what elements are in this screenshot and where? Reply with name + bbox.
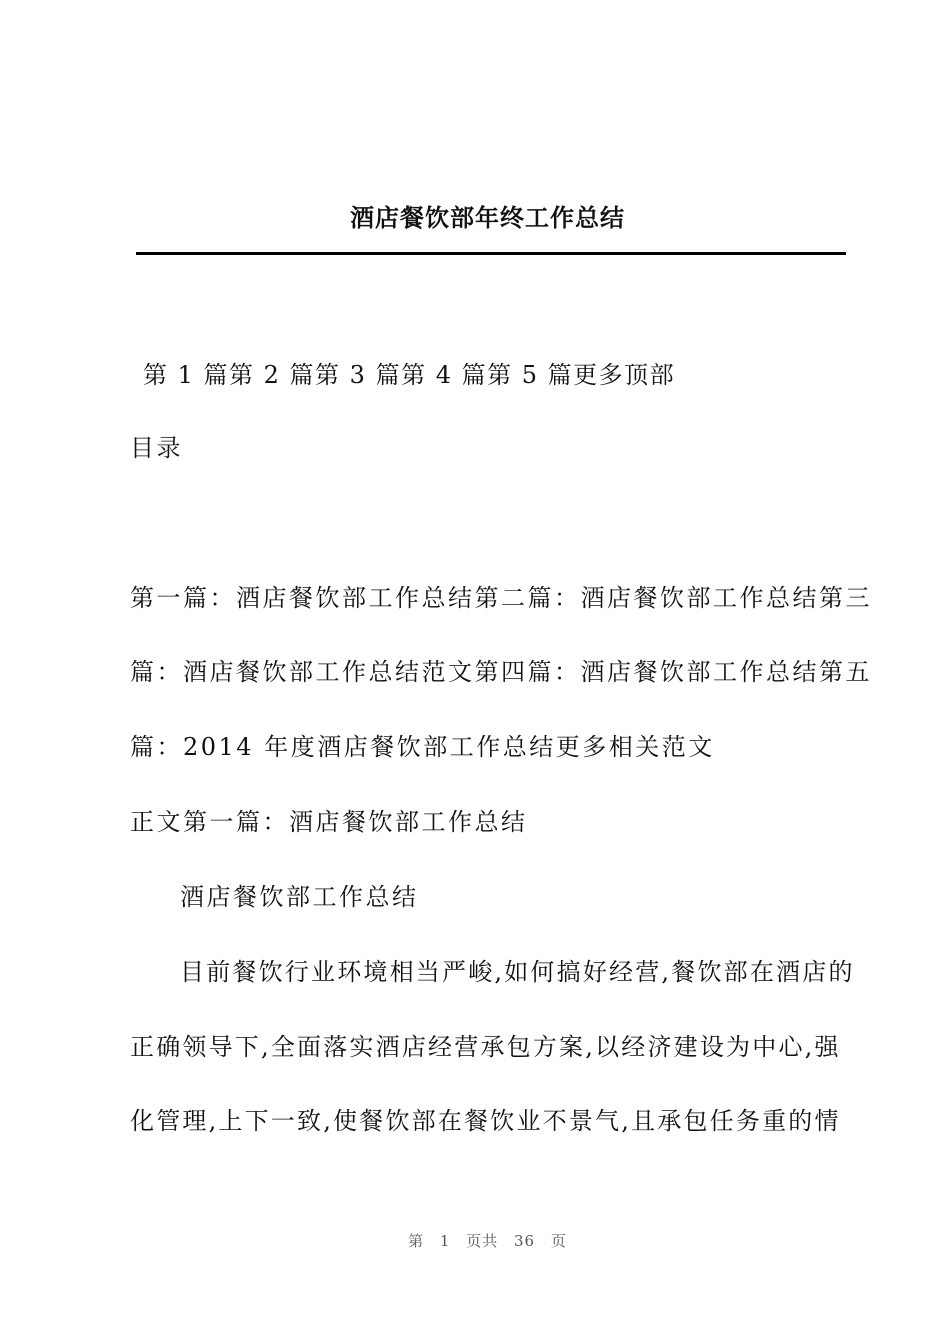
toc-line: 篇：2014 年度酒店餐饮部工作总结更多相关范文 (130, 733, 715, 761)
body-heading: 正文第一篇：酒店餐饮部工作总结 (130, 808, 528, 836)
toc-line: 第一篇：酒店餐饮部工作总结第二篇：酒店餐饮部工作总结第三 (130, 584, 872, 612)
article-nav-links[interactable]: 第 1 篇第 2 篇第 3 篇第 4 篇第 5 篇更多顶部 (143, 361, 676, 389)
paragraph-line: 正确领导下,全面落实酒店经营承包方案,以经济建设为中心,强 (130, 1033, 841, 1061)
toc-label: 目录 (130, 434, 183, 462)
paragraph-line: 化管理,上下一致,使餐饮部在餐饮业不景气,且承包任务重的情 (130, 1107, 841, 1135)
document-title: 酒店餐饮部年终工作总结 (350, 203, 625, 232)
paragraph-line: 目前餐饮行业环境相当严峻,如何搞好经营,餐饮部在酒店的 (180, 958, 855, 986)
page-number-footer: 第 1 页共 36 页 (408, 1232, 567, 1250)
toc-line: 篇：酒店餐饮部工作总结范文第四篇：酒店餐饮部工作总结第五 (130, 658, 872, 686)
title-underline (136, 252, 846, 255)
section-heading: 酒店餐饮部工作总结 (180, 883, 419, 911)
